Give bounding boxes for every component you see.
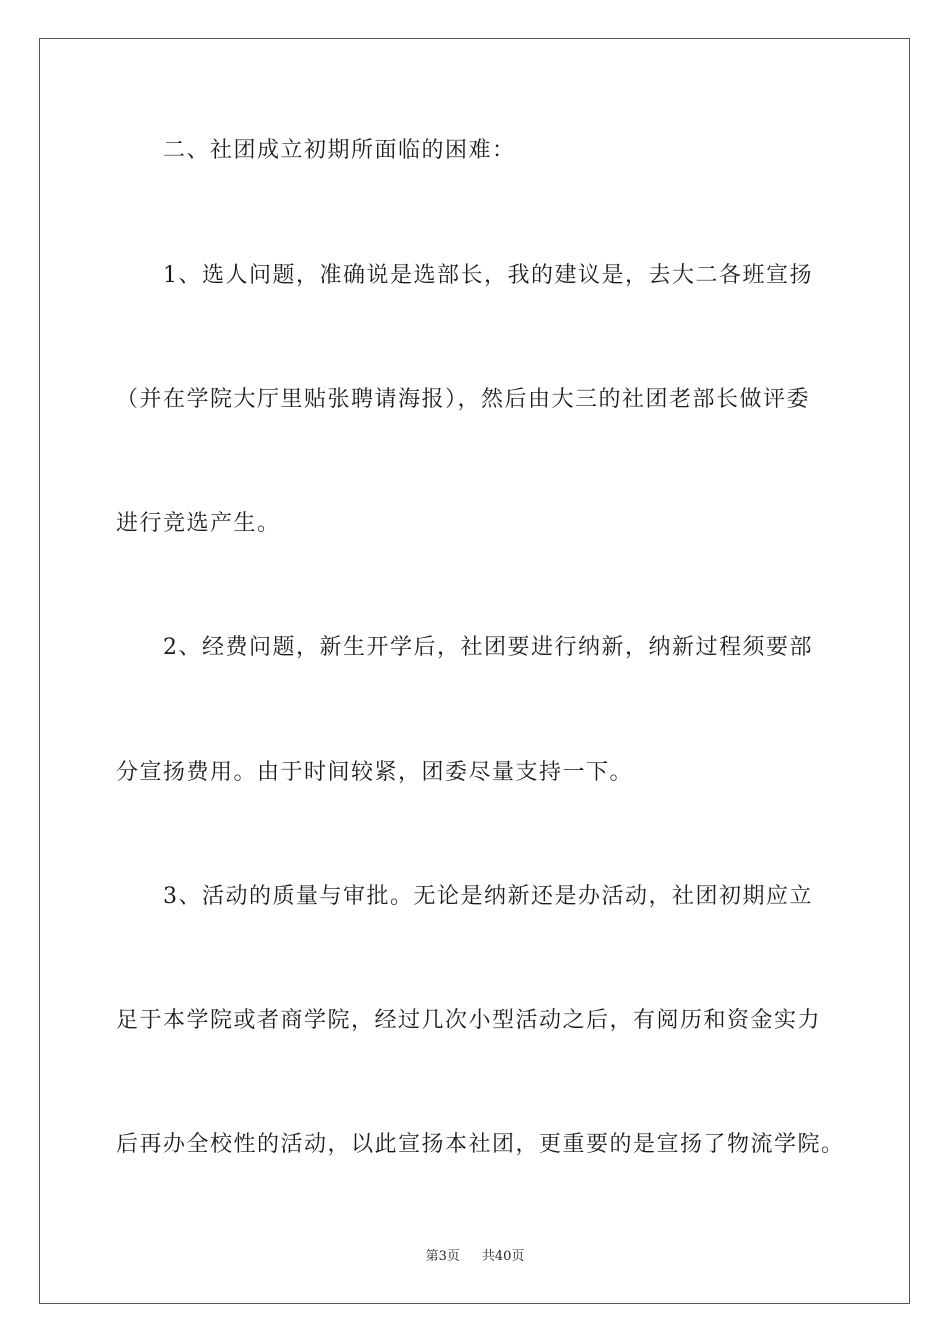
paragraph-line: 分宣扬费用。由于时间较紧，团委尽量支持一下。 bbox=[116, 760, 634, 785]
page-footer bbox=[0, 1248, 950, 1266]
paragraph-line: 2、经费问题，新生开学后，社团要进行纳新，纳新过程须要部 bbox=[163, 635, 813, 660]
page-total: 共40页 bbox=[481, 1249, 525, 1264]
paragraph-line: 足于本学院或者商学院，经过几次小型活动之后，有阅历和资金实力 bbox=[116, 1008, 822, 1033]
paragraph-line: 进行竞选产生。 bbox=[116, 511, 281, 536]
paragraph-line: 3、活动的质量与审批。无论是纳新还是办活动，社团初期应立 bbox=[163, 884, 813, 909]
paragraph-line: 后再办全校性的活动，以此宣扬本社团，更重要的是宣扬了物流学院。 bbox=[116, 1132, 845, 1157]
page-frame bbox=[39, 38, 910, 1304]
page-number: 第3页 bbox=[425, 1249, 460, 1264]
paragraph-line: （并在学院大厅里贴张聘请海报），然后由大三的社团老部长做评委 bbox=[116, 387, 811, 412]
section-heading: 二、社团成立初期所面临的困难： bbox=[163, 138, 516, 163]
paragraph-line: 1、选人问题，准确说是选部长，我的建议是，去大二各班宣扬 bbox=[163, 263, 813, 288]
